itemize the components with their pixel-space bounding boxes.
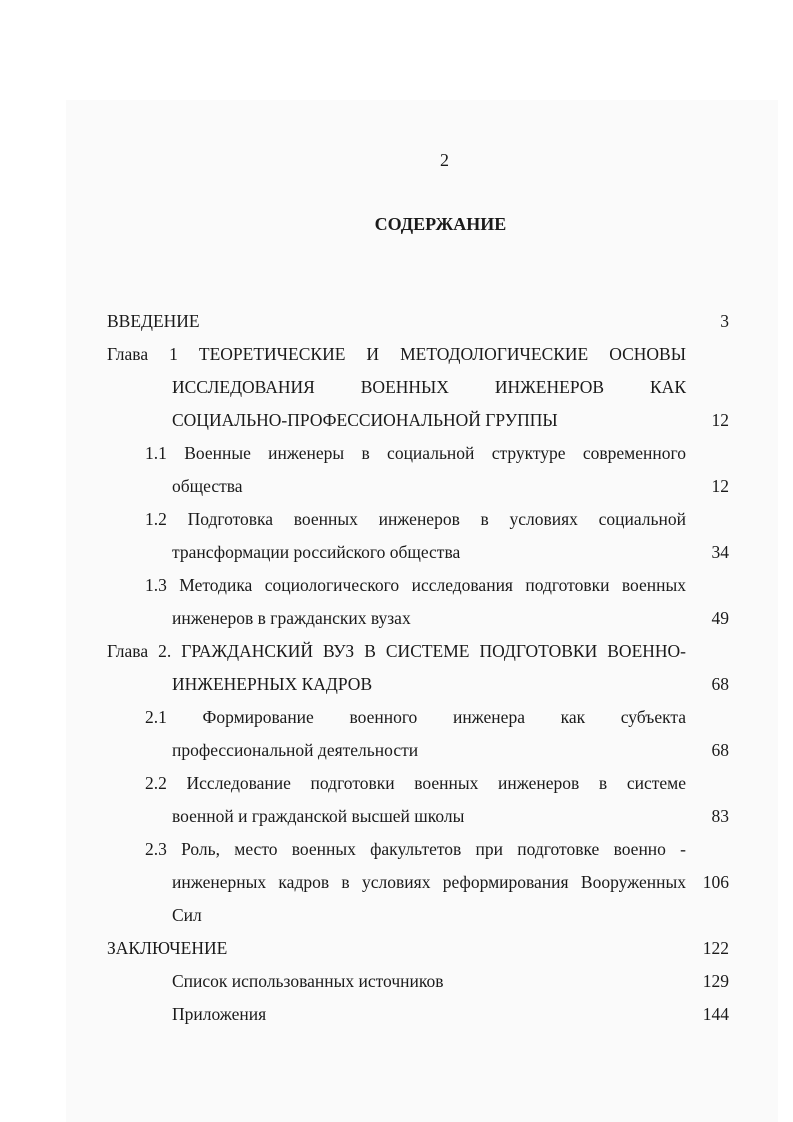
toc-page-section-1-1: 12 xyxy=(711,476,729,496)
toc-page-introduction: 3 xyxy=(720,311,729,331)
toc-page-section-1-3: 49 xyxy=(711,608,729,628)
toc-entry-chapter-1-line-2: ИССЛЕДОВАНИЯ ВОЕННЫХ ИНЖЕНЕРОВ КАК xyxy=(172,377,686,397)
toc-entry-section-1-1: 1.1 Военные инженеры в социальной структуре современного xyxy=(145,443,686,463)
toc-entry-chapter-1: Глава 1 ТЕОРЕТИЧЕСКИЕ И МЕТОДОЛОГИЧЕСКИЕ ОСНОВЫ xyxy=(107,344,686,364)
toc-page-chapter-1: 12 xyxy=(711,410,729,430)
toc-page-section-2-2: 83 xyxy=(711,806,729,826)
toc-page-chapter-2: 68 xyxy=(711,674,729,694)
toc-page-section-2-3: 106 xyxy=(702,872,729,892)
toc-entry-section-1-1-line-2: общества xyxy=(172,476,243,496)
toc-entry-section-2-2: 2.2 Исследование подготовки военных инженеров в системе xyxy=(145,773,686,793)
toc-entry-chapter-1-line-3: СОЦИАЛЬНО-ПРОФЕССИОНАЛЬНОЙ ГРУППЫ xyxy=(172,410,558,430)
toc-entry-introduction: ВВЕДЕНИЕ xyxy=(107,311,200,331)
toc-page-conclusion: 122 xyxy=(702,938,729,958)
toc-entry-section-1-3-line-2: инженеров в гражданских вузах xyxy=(172,608,411,628)
toc-page-section-2-1: 68 xyxy=(711,740,729,760)
toc-entry-chapter-2: Глава 2. ГРАЖДАНСКИЙ ВУЗ В СИСТЕМЕ ПОДГОТОВКИ ВОЕННО- xyxy=(107,641,686,661)
toc-entry-references: Список использованных источников xyxy=(172,971,444,991)
page-number: 2 xyxy=(440,150,449,170)
toc-entry-section-2-1: 2.1 Формирование военного инженера как субъекта xyxy=(145,707,686,727)
toc-entry-section-2-3: 2.3 Роль, место военных факультетов при подготовке военно - xyxy=(145,839,686,859)
toc-entry-section-2-2-line-2: военной и гражданской высшей школы xyxy=(172,806,465,826)
toc-entry-section-1-3: 1.3 Методика социологического исследования подготовки военных xyxy=(145,575,686,595)
toc-entry-section-1-2-line-2: трансформации российского общества xyxy=(172,542,461,562)
toc-entry-section-2-1-line-2: профессиональной деятельности xyxy=(172,740,419,760)
toc-page-section-1-2: 34 xyxy=(711,542,729,562)
toc-entry-section-2-3-line-2: инженерных кадров в условиях реформирования Вооруженных xyxy=(172,872,686,892)
toc-page-appendices: 144 xyxy=(702,1004,729,1024)
toc-page-references: 129 xyxy=(702,971,729,991)
toc-entry-section-1-2: 1.2 Подготовка военных инженеров в условиях социальной xyxy=(145,509,686,529)
toc-title: СОДЕРЖАНИЕ xyxy=(374,214,507,234)
toc-entry-conclusion: ЗАКЛЮЧЕНИЕ xyxy=(107,938,228,958)
toc-entry-appendices: Приложения xyxy=(172,1004,267,1024)
toc-entry-chapter-2-line-2: ИНЖЕНЕРНЫХ КАДРОВ xyxy=(172,674,373,694)
toc-entry-section-2-3-line-3: Сил xyxy=(172,905,202,925)
